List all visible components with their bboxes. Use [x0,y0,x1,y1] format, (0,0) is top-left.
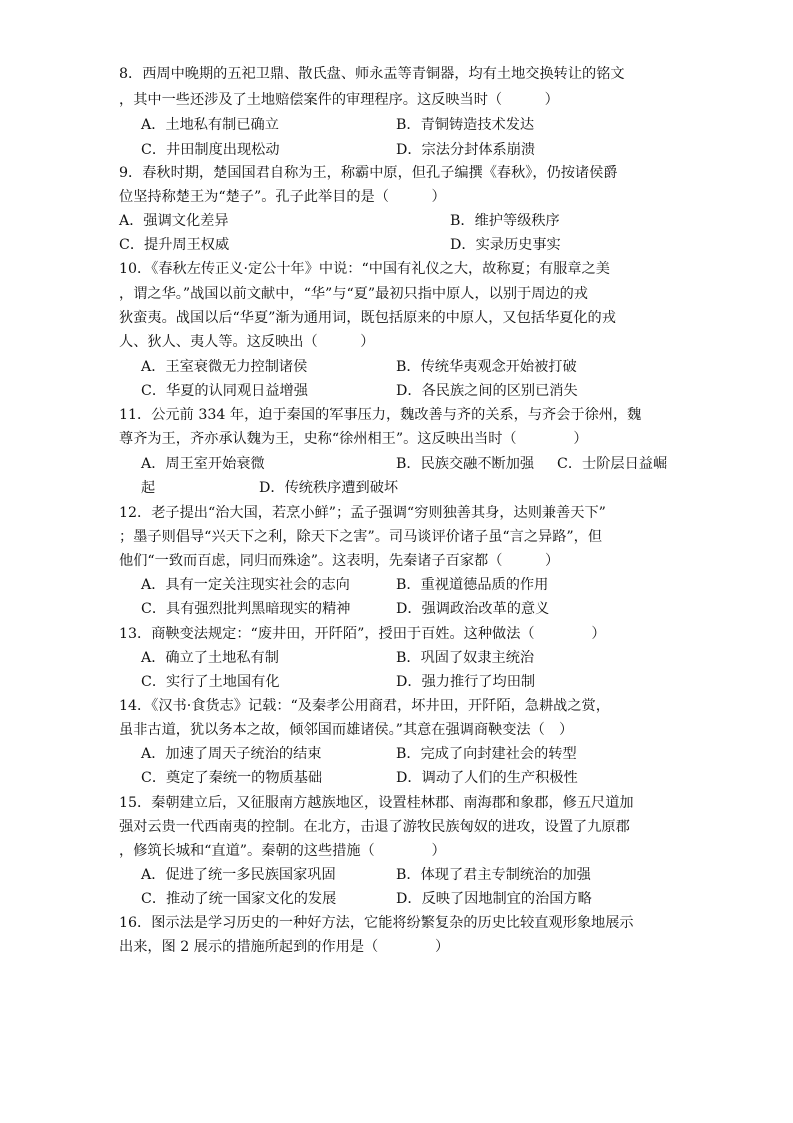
q12-stem-line-2: ；墨子则倡导“兴天下之利，除天下之害”。司马谈评价诸子虽“言之异路”，但 [119,529,603,545]
q11-option-c-continued: 起 [141,480,156,496]
q8-option-a: A．土地私有制已确立 [141,117,279,133]
q15-stem-line-3: ，修筑长城和“直道”。秦朝的这些措施（ ） [119,843,446,859]
q14-option-c: C．奠定了秦统一的物质基础 [141,770,323,786]
q10-option-a: A．王室衰微无力控制诸侯 [141,359,308,375]
q14-option-b: B．完成了向封建社会的转型 [396,746,577,762]
q10-stem-line-4: 人、狄人、夷人等。这反映出（ ） [119,334,375,350]
q11-stem-line-2: 尊齐为王，齐亦承认魏为王，史称“徐州相王”。这反映出当时（ ） [119,431,588,447]
q12-option-b: B．重视道德品质的作用 [396,577,549,593]
q16-stem-line-1: 16．图示法是学习历史的一种好方法，它能将纷繁复杂的历史比较直观形象地展示 [119,915,634,931]
q10-stem-line-2: ，谓之华。”战国以前文献中，“华”与“夏”最初只指中原人，以别于周边的戎 [119,286,588,302]
q10-option-b: B．传统华夷观念开始被打破 [396,359,577,375]
q8-option-d: D．宗法分封体系崩溃 [396,142,536,158]
q14-stem-line-2: 虽非古道，犹以务本之故，倾邻国而雄诸侯。”其意在强调商鞅变法（ ） [119,722,574,738]
q14-stem-line-1: 14．《汉书·食货志》记载：“及秦孝公用商君，坏井田，开阡陌，急耕战之赏， [119,698,610,714]
q8-option-b: B．青铜铸造技术发达 [396,117,535,133]
q11-option-b: B．民族交融不断加强 [396,456,535,472]
q12-option-c: C．具有强烈批判黑暗现实的精神 [141,601,351,617]
q10-stem-line-1: 10．《春秋左传正义·定公十年》中说：“中国有礼仪之大，故称夏；有服章之美 [119,261,610,277]
q9-option-d: D．实录历史事实 [450,237,561,253]
q11-stem-line-1: 11．公元前 334 年，迫于秦国的军事压力，魏改善与齐的关系，与齐会于徐州，魏 [119,407,642,423]
q11-option-d: D．传统秩序遭到破坏 [259,480,399,496]
q10-option-d: D．各民族之间的区别已消失 [396,383,578,399]
q15-option-c: C．推动了统一国家文化的发展 [141,891,337,907]
q12-option-d: D．强调政治改革的意义 [396,601,550,617]
q10-option-c: C．华夏的认同观日益增强 [141,383,308,399]
q13-option-a: A．确立了土地私有制 [141,650,279,666]
q12-stem-line-3: 他们“一致而百虑，同归而殊途”。这表明，先秦诸子百家都（ ） [119,553,560,569]
q9-option-b: B．维护等级秩序 [450,213,560,229]
q15-option-a: A．促进了统一多民族国家巩固 [141,867,336,883]
q8-option-c: C．井田制度出现松动 [141,142,280,158]
q13-stem-line-1: 13．商鞅变法规定：“废井田，开阡陌”，授田于百姓。这种做法（ ） [119,626,606,642]
q12-option-a: A．具有一定关注现实社会的志向 [141,577,350,593]
q13-option-c: C．实行了土地国有化 [141,674,280,690]
q11-option-c: C．士阶层日益崛 [557,456,668,472]
q8-stem-line-1: 8．西周中晚期的五祀卫鼎、散氏盘、师永盂等青铜器，均有土地交换转让的铭文 [119,66,625,82]
q9-option-a: A．强调文化差异 [119,213,229,229]
q14-option-a: A．加速了周天子统治的结束 [141,746,322,762]
q9-stem-line-2: 位坚持称楚王为“楚子”。孔子此举目的是（ ） [119,189,446,205]
q11-option-a: A．周王室开始衰微 [141,456,265,472]
q14-option-d: D．调动了人们的生产积极性 [396,770,578,786]
q12-stem-line-1: 12．老子提出“治大国，若烹小鲜”；孟子强调“穷则独善其身，达则兼善天下” [119,505,606,521]
q16-stem-line-2: 出来，图 2 展示的措施所起到的作用是（ ） [119,939,450,955]
q15-stem-line-1: 15．秦朝建立后，又征服南方越族地区，设置桂林郡、南海郡和象郡，修五尺道加 [119,795,634,811]
q13-option-d: D．强力推行了均田制 [396,674,536,690]
q9-stem-line-1: 9．春秋时期，楚国国君自称为王，称霸中原，但孔子编撰《春秋》，仍按诸侯爵 [119,165,618,181]
q15-stem-line-2: 强对云贵一代西南夷的控制。在北方，击退了游牧民族匈奴的进攻，设置了九原郡 [119,819,630,835]
q8-stem-line-2: ，其中一些还涉及了土地赔偿案件的审理程序。这反映当时（ ） [119,92,559,108]
q15-option-b: B．体现了君主专制统治的加强 [396,867,591,883]
q15-option-d: D．反映了因地制宜的治国方略 [396,891,592,907]
q9-option-c: C．提升周王权威 [119,237,230,253]
q10-stem-line-3: 狄蛮夷。战国以后“华夏”渐为通用词，既包括原来的中原人，又包括华夏化的戎 [119,310,616,326]
q13-option-b: B．巩固了奴隶主统治 [396,650,535,666]
